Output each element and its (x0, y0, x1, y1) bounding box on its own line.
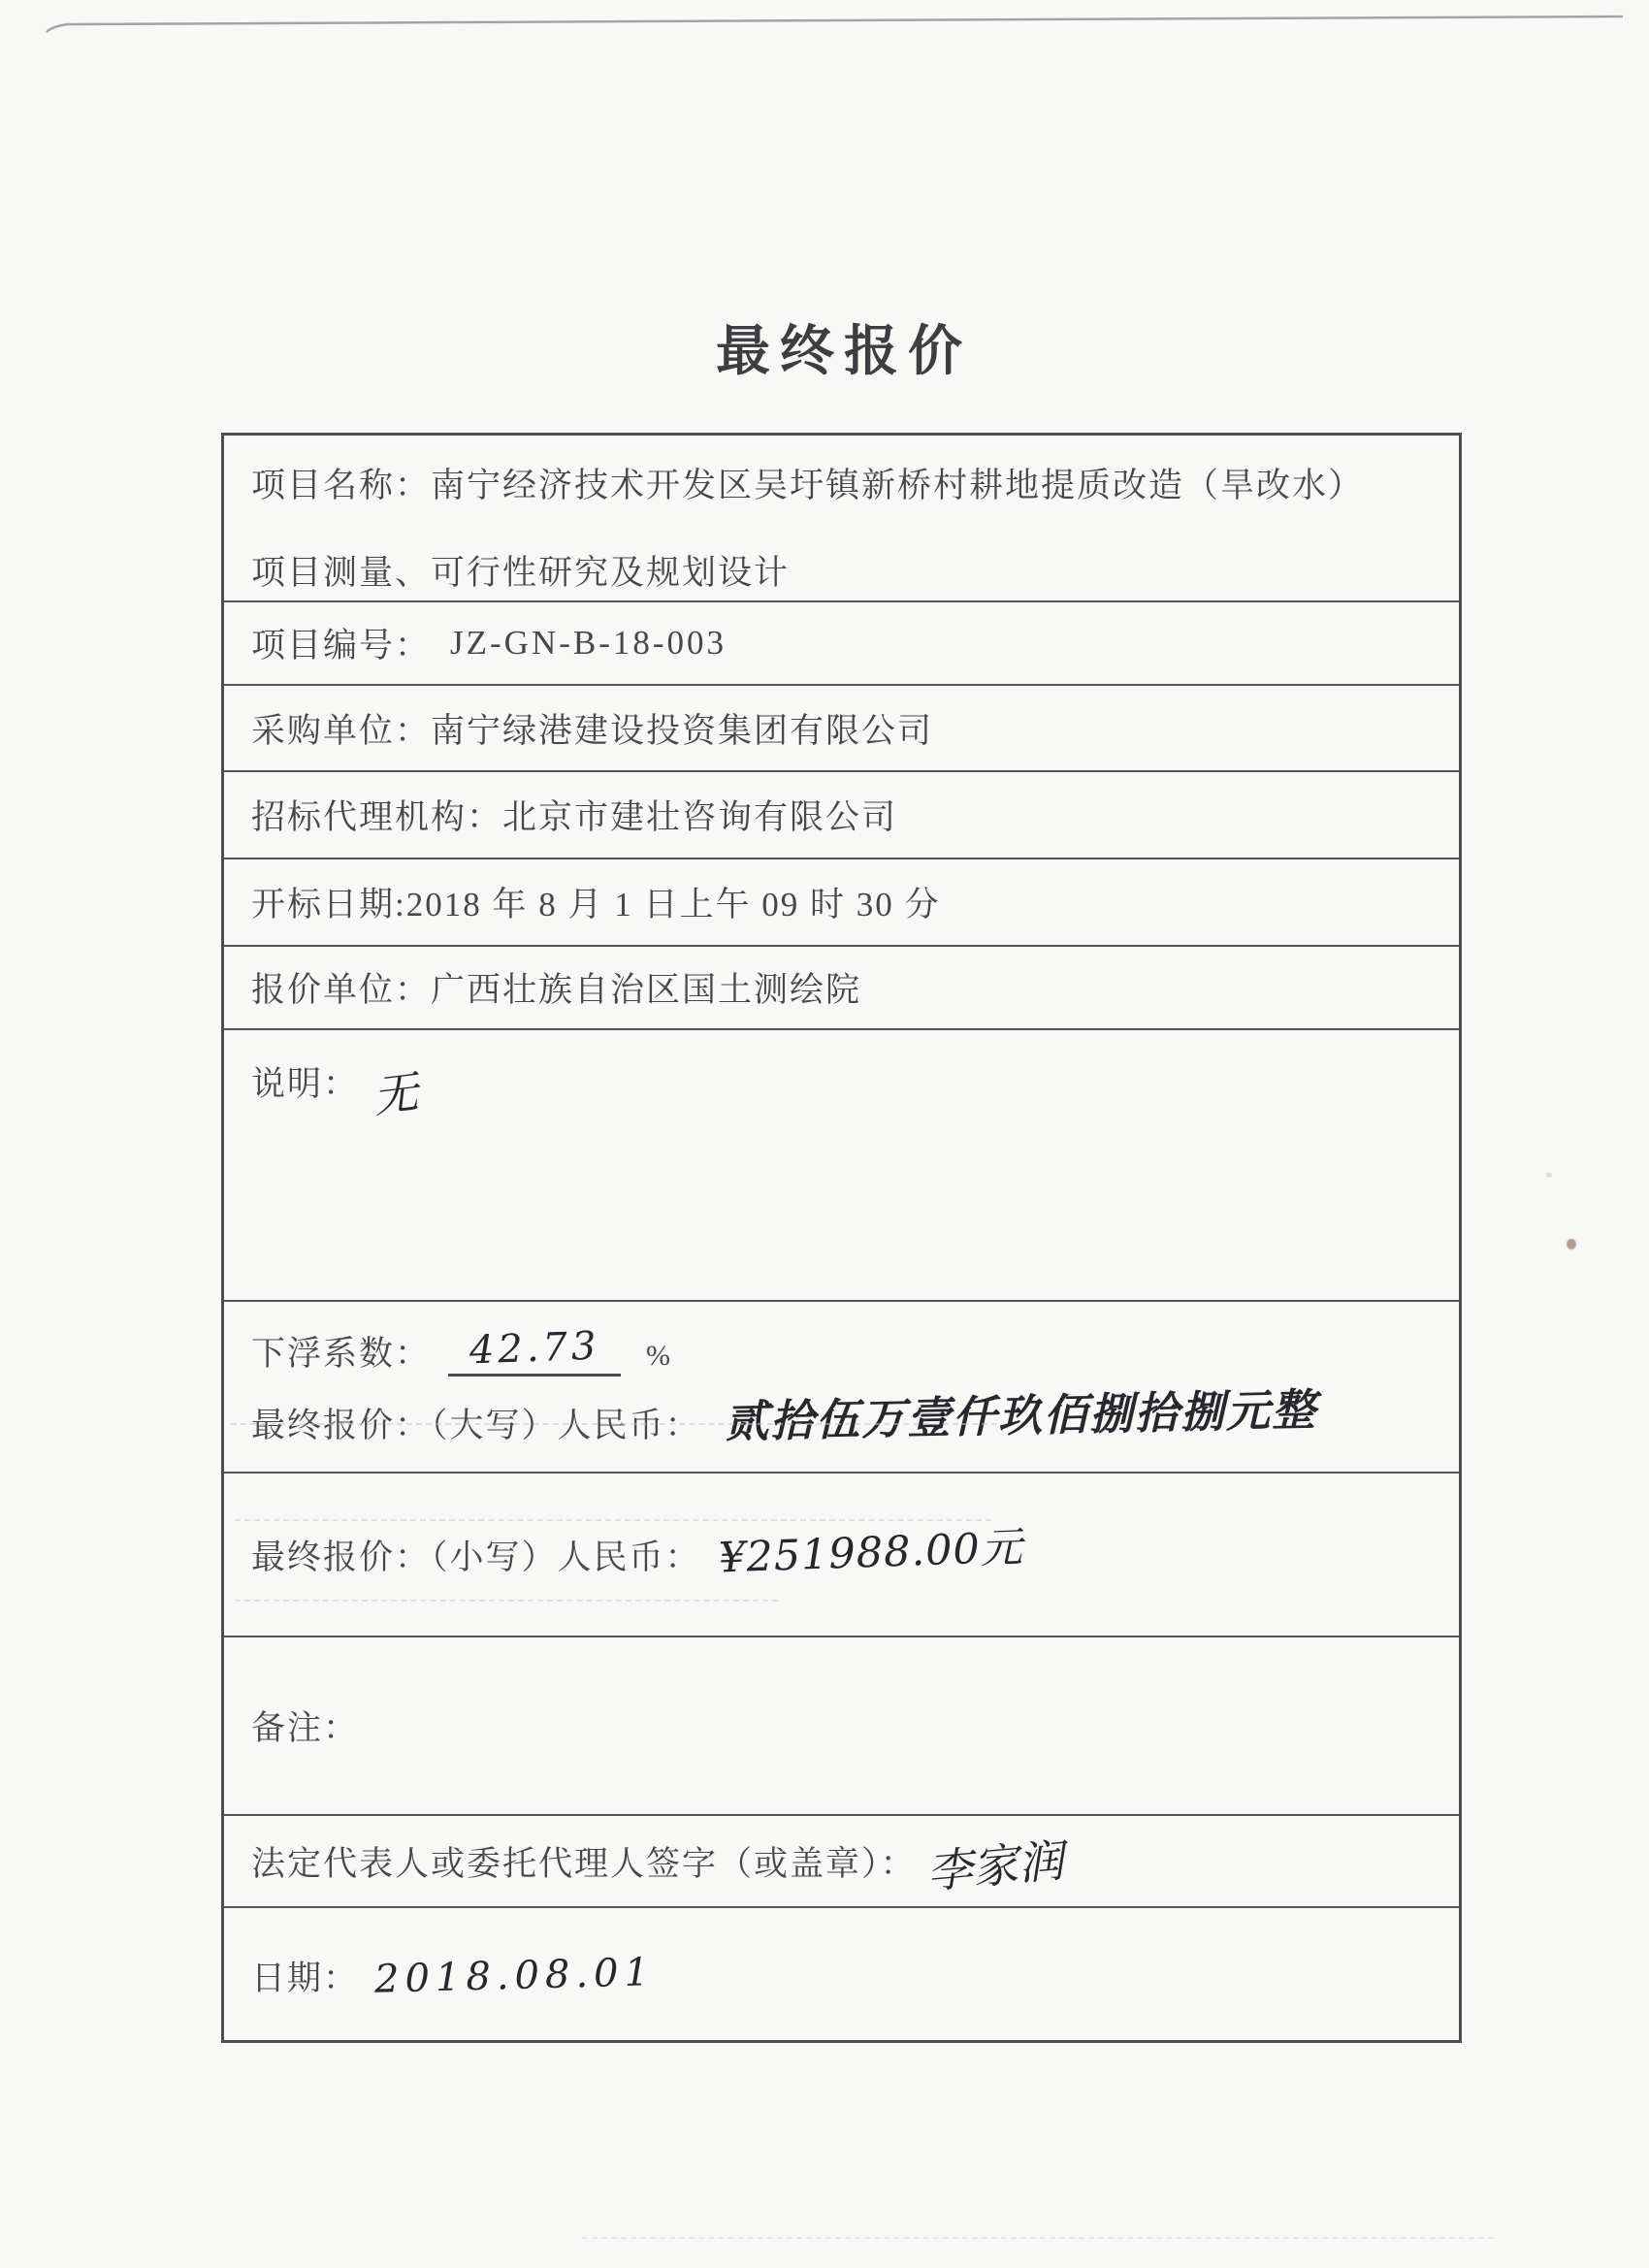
row-bid-opening-date (224, 858, 1459, 945)
signature-handwritten-value: 李家润 (923, 1833, 1066, 1900)
row-project-number (224, 600, 1459, 684)
row-agency (224, 770, 1459, 858)
row-note (224, 1028, 1459, 1300)
bid-opening-date-label: 开标日期: (251, 886, 406, 923)
project-name-label: 项目名称： (251, 467, 432, 504)
project-name-line1 (251, 459, 1443, 507)
row-project-name (224, 436, 1459, 600)
final-quote-words-line (251, 1383, 1443, 1449)
discount-rate-unit: % (646, 1340, 671, 1372)
purchaser-label: 采购单位： (251, 711, 432, 750)
agency-label: 招标代理机构： (251, 798, 503, 836)
row-final-quote (224, 1300, 1459, 1472)
final-quote-figures-label: 最终报价：（小写）人民币： (251, 1538, 701, 1576)
scan-artifact-dash-4 (582, 2237, 1494, 2239)
row-quoting-unit (224, 945, 1459, 1028)
quoting-unit-value: 广西壮族自治区国土测绘院 (431, 971, 862, 1009)
signature-label: 法定代表人或委托代理人签字（或盖章）： (251, 1844, 917, 1883)
purchaser-value: 南宁绿港建设投资集团有限公司 (431, 711, 934, 750)
note-label: 说明： (251, 1065, 360, 1103)
final-quote-figures-handwritten-value: ¥251988.00元 (717, 1523, 1024, 1583)
date-label: 日期： (251, 1959, 360, 1997)
scan-streak-line (0, 0, 1649, 49)
row-date (224, 1906, 1459, 2043)
discount-rate-label: 下浮系数： (251, 1335, 432, 1373)
discount-rate-blank (448, 1323, 621, 1377)
quotation-form-table (221, 433, 1462, 2043)
final-quote-words-label: 最终报价：（大写）人民币： (251, 1407, 701, 1444)
date-handwritten-value: 2018.08.01 (373, 1949, 656, 2002)
row-purchaser (224, 684, 1459, 770)
bid-opening-date-value: 2018 年 8 月 1 日上午 09 时 30 分 (405, 886, 941, 923)
final-quote-words-handwritten-value: 贰拾伍万壹仟玖佰捌拾捌元整 (723, 1383, 1317, 1448)
project-number-value: JZ-GN-B-18-003 (450, 624, 728, 662)
scan-artifact-speck (1546, 1173, 1552, 1178)
quoting-unit-label: 报价单位： (251, 971, 432, 1009)
document-title: 最终报价 (716, 322, 972, 382)
row-signature (224, 1814, 1459, 1906)
row-remarks (224, 1636, 1459, 1814)
remarks-label: 备注： (251, 1709, 360, 1747)
discount-rate-line (251, 1323, 1443, 1377)
project-name-value: 南宁经济技术开发区吴圩镇新桥村耕地提质改造（旱改水） (431, 467, 1365, 504)
agency-value: 北京市建壮咨询有限公司 (502, 798, 898, 836)
note-handwritten-value: 无 (370, 1065, 423, 1123)
project-name-line2: 项目测量、可行性研究及规划设计 (251, 554, 791, 592)
row-final-quote-figures (224, 1472, 1459, 1636)
scan-artifact-ink-dot (1567, 1239, 1576, 1249)
project-number-label: 项目编号： (251, 627, 432, 664)
discount-rate-handwritten-value: 42.73 (468, 1323, 600, 1374)
